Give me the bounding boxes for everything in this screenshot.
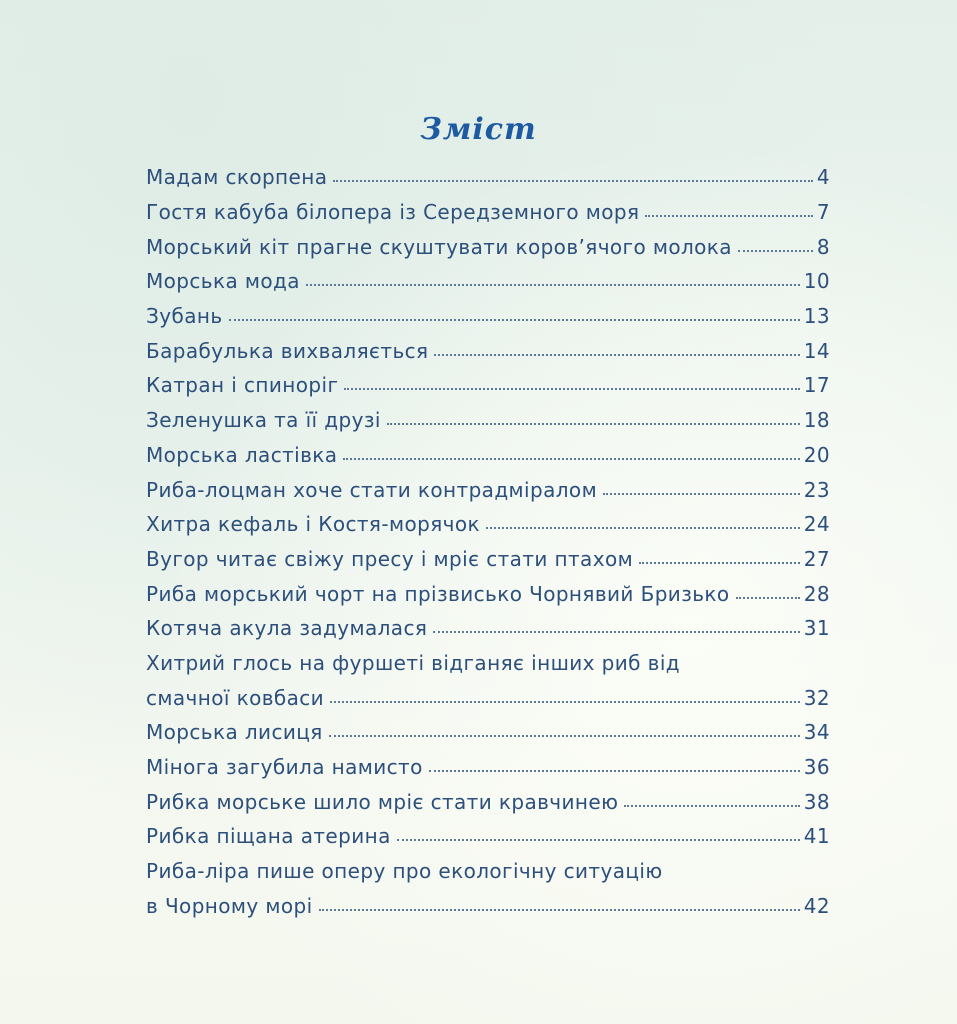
page-title: Зміст [420,112,537,147]
toc-entry-title: Рибка піщана атерина [146,824,391,849]
toc-entry-title: Зубань [146,304,223,329]
toc-entry[interactable] [146,472,830,507]
toc-entry-page: 34 [803,720,830,745]
dot-leader [736,597,800,599]
toc-entry-title: Морський кіт прагне скуштувати коров’ячого молока [146,234,732,259]
dot-leader [433,631,799,633]
toc-entry-title: Рибка морське шило мріє стати кравчинею [146,789,619,814]
toc-entry-page: 7 [816,200,830,225]
toc-entry[interactable] [146,854,830,923]
toc-entry[interactable] [146,819,830,854]
toc-entry-title-continued: в Чорному морі [146,893,313,918]
toc-entry[interactable] [146,438,830,473]
toc-entry-page: 32 [803,685,830,710]
toc-entry-page: 17 [803,373,830,398]
toc-entry[interactable] [146,611,830,646]
toc-entry[interactable] [146,195,830,230]
toc-entry-page: 31 [803,616,830,641]
toc-entry-title: Зеленушка та її друзі [146,408,381,433]
toc-entry-page: 36 [803,755,830,780]
toc-entry-title-continued: смачної ковбаси [146,685,325,710]
dot-leader [624,805,799,807]
toc-entry-title: Морська лисиця [146,720,323,745]
dot-leader [639,562,800,564]
toc-entry-page: 20 [803,442,830,467]
dot-leader [329,735,800,737]
dot-leader [319,909,800,911]
toc-entry-page: 13 [803,304,830,329]
dot-leader [343,458,799,460]
toc-entry-page: 41 [803,824,830,849]
toc-entry[interactable] [146,403,830,438]
toc-entry[interactable] [146,507,830,542]
toc-entry[interactable] [146,715,830,750]
toc-entry-page: 24 [803,512,830,537]
toc-entry-page: 42 [803,893,830,918]
toc-entry-title: Хитра кефаль і Костя-морячок [146,512,480,537]
toc-entry-title: Мінога загубила намисто [146,755,423,780]
dot-leader [434,354,799,356]
toc-entry-page: 4 [816,165,830,190]
toc-entry-page: 23 [803,477,830,502]
toc-entry[interactable] [146,229,830,264]
dot-leader [306,284,800,286]
toc-entry[interactable] [146,299,830,334]
toc-entry-page: 18 [803,408,830,433]
toc-entry-title: Риба морський чорт на прізвисько Чорнявий Бризько [146,581,730,606]
toc-entry-title: Хитрий глось на фуршеті відганяє інших риб від [146,650,681,675]
toc-entry-title: Гостя кабуба білопера із Середземного моря [146,200,640,225]
dot-leader [344,388,799,390]
toc-entry-title: Мадам скорпена [146,165,328,190]
table-of-contents [146,160,830,923]
toc-entry-title: Риба-ліра пише оперу про екологічну ситуацію [146,858,663,883]
dot-leader [330,701,800,703]
dot-leader [603,493,800,495]
toc-entry-page: 14 [803,338,830,363]
dot-leader [229,319,800,321]
toc-entry[interactable] [146,646,830,715]
toc-entry-page: 28 [803,581,830,606]
toc-entry-title: Котяча акула задумалася [146,616,428,641]
toc-entry-title: Морська ластівка [146,442,338,467]
toc-entry-page: 10 [803,269,830,294]
toc-entry-page: 38 [803,789,830,814]
toc-entry[interactable] [146,542,830,577]
dot-leader [738,250,813,252]
dot-leader [397,839,800,841]
toc-entry[interactable] [146,576,830,611]
dot-leader [429,770,800,772]
dot-leader [645,215,812,217]
dot-leader [486,527,800,529]
dot-leader [333,180,813,182]
dot-leader [387,423,800,425]
toc-entry-title: Барабулька вихваляється [146,338,429,363]
toc-entry-title: Риба-лоцман хоче стати контрадміралом [146,477,598,502]
toc-entry[interactable] [146,264,830,299]
toc-entry[interactable] [146,784,830,819]
toc-entry[interactable] [146,750,830,785]
toc-entry-page: 27 [803,546,830,571]
toc-entry[interactable] [146,160,830,195]
toc-entry[interactable] [146,368,830,403]
toc-entry-page: 8 [816,234,830,259]
toc-entry-title: Вугор читає свіжу пресу і мріє стати птахом [146,546,634,571]
toc-entry-title: Катран і спиноріг [146,373,339,398]
toc-entry[interactable] [146,333,830,368]
toc-entry-title: Морська мода [146,269,300,294]
